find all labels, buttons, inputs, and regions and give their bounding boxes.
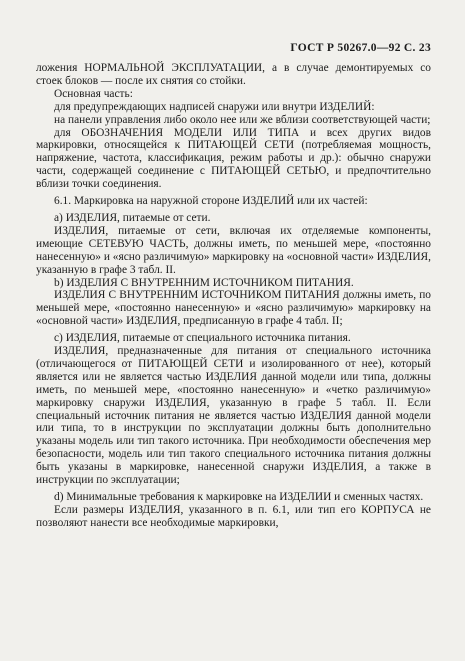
- paragraph: ИЗДЕЛИЯ С ВНУТРЕННИМ ИСТОЧНИКОМ ПИТАНИЯ должны иметь, по меньшей мере, «постоянно нанесенную» и «ясно различимую» маркировку на «основной части» ИЗДЕЛИЯ, предписанную в графе 4 табл. II;: [36, 289, 431, 328]
- document-body: [36, 62, 431, 530]
- paragraph: ИЗДЕЛИЯ, предназначенные для питания от специального источника (отличающегося от ПИТАЮЩЕЙ СЕТИ и изолированного от нее), который является или не является частью ИЗДЕЛИЯ данной модели или типа, должны иметь, по меньшей мере, «постоянно нанесенную» и «четко различимую» маркировку снаружи ИЗДЕЛИЯ, указанную в графе 5 табл. II. Если специальный источник питания не является частью ИЗДЕЛИЯ данной модели или типа, то в инструкции по эксплуатации должны быть дополнительно указаны модель или тип такого источника. При необходимости обеспечения мер безопасности, модель или тип такого специального источника питания должны быть указаны в маркировке, нанесенной снаружи ИЗДЕЛИЯ, а также в инструкции по эксплуатации;: [36, 345, 431, 487]
- paragraph: Если размеры ИЗДЕЛИЯ, указанного в п. 6.1, или тип его КОРПУСА не позволяют нанести все необходимые маркировки,: [36, 503, 431, 529]
- paragraph: для ОБОЗНАЧЕНИЯ МОДЕЛИ ИЛИ ТИПА и всех других видов маркировки, относящейся к ПИТАЮЩЕЙ СЕТИ (потребляемая мощность, напряжение, частота, классификация, режим работы и др.): обычно снаружи части, содержащей соединение с ПИТАЮЩЕЙ СЕТЬЮ, и предпочтительно вблизи точки соединения.: [36, 126, 431, 191]
- paragraph: с) ИЗДЕЛИЯ, питаемые от специального источника питания.: [54, 332, 351, 345]
- paragraph: ИЗДЕЛИЯ, питаемые от сети, включая их отделяемые компоненты, имеющие СЕТЕВУЮ ЧАСТЬ, должны иметь, по меньшей мере, «постоянно нанесенную» и «ясно различимую» маркировку на «основной части» ИЗДЕЛИЯ, указанную в графе 3 табл. II.: [36, 224, 431, 276]
- paragraph: d) Минимальные требования к маркировке на ИЗДЕЛИИ и сменных частях.: [54, 491, 424, 503]
- paragraph: 6.1. Маркировка на наружной стороне ИЗДЕЛИЙ или их частей:: [54, 195, 368, 208]
- paragraph: b) ИЗДЕЛИЯ С ВНУТРЕННИМ ИСТОЧНИКОМ ПИТАНИЯ.: [54, 276, 354, 289]
- paragraph: ложения НОРМАЛЬНОЙ ЭКСПЛУАТАЦИИ, а в случае демонтируемых со стоек блоков — после их снятия со стойки.: [36, 62, 431, 87]
- paragraph: для предупреждающих надписей снаружи или внутри ИЗДЕЛИЙ:: [54, 100, 375, 113]
- paragraph: Основная часть:: [54, 87, 133, 100]
- paragraph: а) ИЗДЕЛИЯ, питаемые от сети.: [54, 211, 211, 224]
- paragraph: на панели управления либо около нее или же вблизи соответствующей части;: [54, 113, 431, 126]
- page-header: ГОСТ Р 50267.0—92 С. 23: [290, 42, 431, 54]
